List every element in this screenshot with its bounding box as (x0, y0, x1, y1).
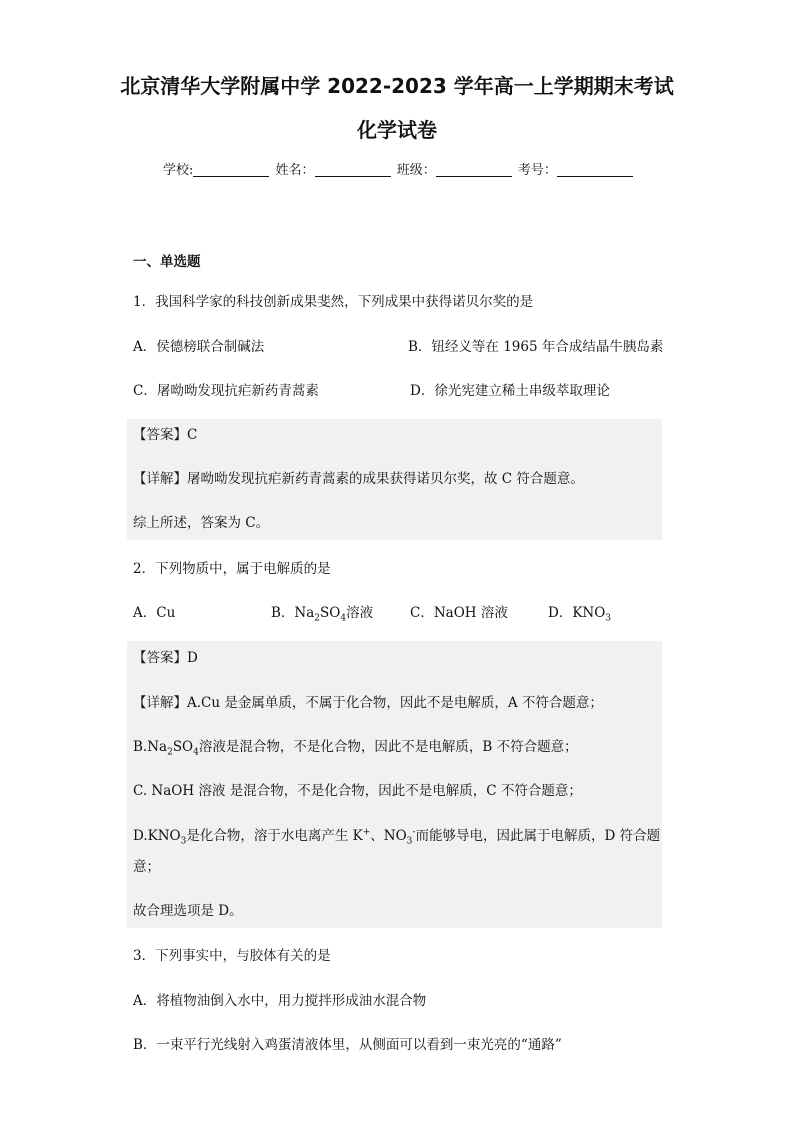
exam-number-label: 考号： (517, 163, 557, 178)
q2-option-d-prefix: D．KNO (548, 605, 606, 621)
exam-subtitle: 化学试卷 (357, 118, 437, 142)
q1-answer-value: C (187, 427, 198, 443)
q2-stem: 2．下列物质中，属于电解质的是 (133, 561, 331, 577)
q1-answer-line (133, 425, 197, 445)
q2-option-b-suffix: 溶液 (346, 605, 374, 621)
q2-line-d-mid2: 、NO (370, 828, 407, 844)
school-blank[interactable] (193, 162, 269, 177)
q3-stem: 3．下列事实中，与胶体有关的是 (133, 948, 331, 964)
name-label: 姓名： (275, 163, 315, 178)
exam-title: 北京清华大学附属中学 2022-2023 学年高一上学期期末考试 (120, 74, 674, 98)
q2-option-b-sub2: 4 (340, 613, 347, 624)
q2-detail-line-c: C. NaOH 溶液 是混合物，不是化合物，因此不是电解质，C 不符合题意； (133, 783, 582, 799)
q1-option-b: B．钮经义等在 1965 年合成结晶牛胰岛素 (408, 339, 664, 355)
q1-answer-box (127, 419, 662, 540)
q2-answer-tag: 【答案】 (133, 650, 187, 666)
q2-option-b (271, 603, 373, 623)
q2-conclusion: 故合理选项是 D。 (133, 903, 243, 919)
student-info-fields (163, 159, 635, 178)
q2-line-d-sup1: + (362, 827, 371, 838)
section-heading: 一、单选题 (133, 254, 201, 270)
q1-detail-line (133, 469, 584, 489)
q1-option-d: D．徐光宪建立稀土串级萃取理论 (410, 383, 610, 399)
exam-number-blank[interactable] (557, 162, 633, 177)
q2-line-d-sub2: 3 (406, 836, 413, 847)
q2-line-b-prefix: B.Na (133, 739, 168, 755)
q1-option-a: A．侯德榜联合制碱法 (133, 339, 265, 355)
school-label: 学校: (163, 163, 194, 178)
q2-line-b-sub1: 2 (167, 747, 173, 758)
name-blank[interactable] (315, 162, 391, 177)
q2-line-b-mid: SO (172, 739, 194, 755)
q2-line-d-sup2: - (412, 827, 416, 838)
q2-line-d-suffix: 而能够导电，因此属于电解质，D 符合题 (415, 828, 661, 844)
q2-detail-tag: 【详解】 (133, 695, 187, 711)
q2-option-b-prefix: B．Na (271, 605, 315, 621)
q3-option-a: A．将植物油倒入水中，用力搅拌形成油水混合物 (133, 993, 427, 1009)
q2-line-b-suffix: 溶液是混合物，不是化合物，因此不是电解质，B 不符合题意； (198, 739, 578, 755)
q2-detail-line-a (133, 693, 603, 713)
q2-answer-value: D (187, 650, 198, 666)
q2-option-a: A．Cu (133, 605, 176, 621)
q2-detail-line-b (133, 737, 578, 757)
q2-detail-text-a: A.Cu 是金属单质，不属于化合物，因此不是电解质，A 不符合题意； (187, 695, 603, 711)
q2-detail-line-d (133, 826, 660, 846)
q2-line-d-mid1: 是化合物，溶于水电离产生 K (186, 828, 363, 844)
q2-answer-line (133, 648, 198, 668)
q1-option-c: C．屠呦呦发现抗疟新药青蒿素 (133, 383, 319, 399)
q2-option-c: C．NaOH 溶液 (410, 605, 508, 621)
q2-option-b-mid: SO (320, 605, 341, 621)
q2-option-b-sub1: 2 (314, 613, 321, 624)
q1-detail-tag: 【详解】 (133, 471, 187, 487)
q3-option-b: B．一束平行光线射入鸡蛋清液体里，从侧面可以看到一束光亮的“通路” (133, 1037, 562, 1053)
class-blank[interactable] (436, 162, 512, 177)
q1-answer-tag: 【答案】 (133, 427, 187, 443)
q2-option-d-sub: 3 (605, 613, 612, 624)
q2-answer-box (127, 641, 662, 928)
q1-stem: 1．我国科学家的科技创新成果斐然，下列成果中获得诺贝尔奖的是 (133, 294, 534, 310)
q2-line-d-prefix: D.KNO (133, 828, 181, 844)
class-label: 班级： (396, 163, 436, 178)
q1-summary: 综上所述，答案为 C。 (133, 515, 270, 531)
q2-detail-line-d-cont: 意； (133, 859, 160, 875)
q1-detail-text: 屠呦呦发现抗疟新药青蒿素的成果获得诺贝尔奖，故 C 符合题意。 (187, 471, 584, 487)
q2-line-d-sub: 3 (180, 836, 187, 847)
q2-line-b-sub2: 4 (193, 747, 199, 758)
q2-option-d (548, 603, 611, 623)
